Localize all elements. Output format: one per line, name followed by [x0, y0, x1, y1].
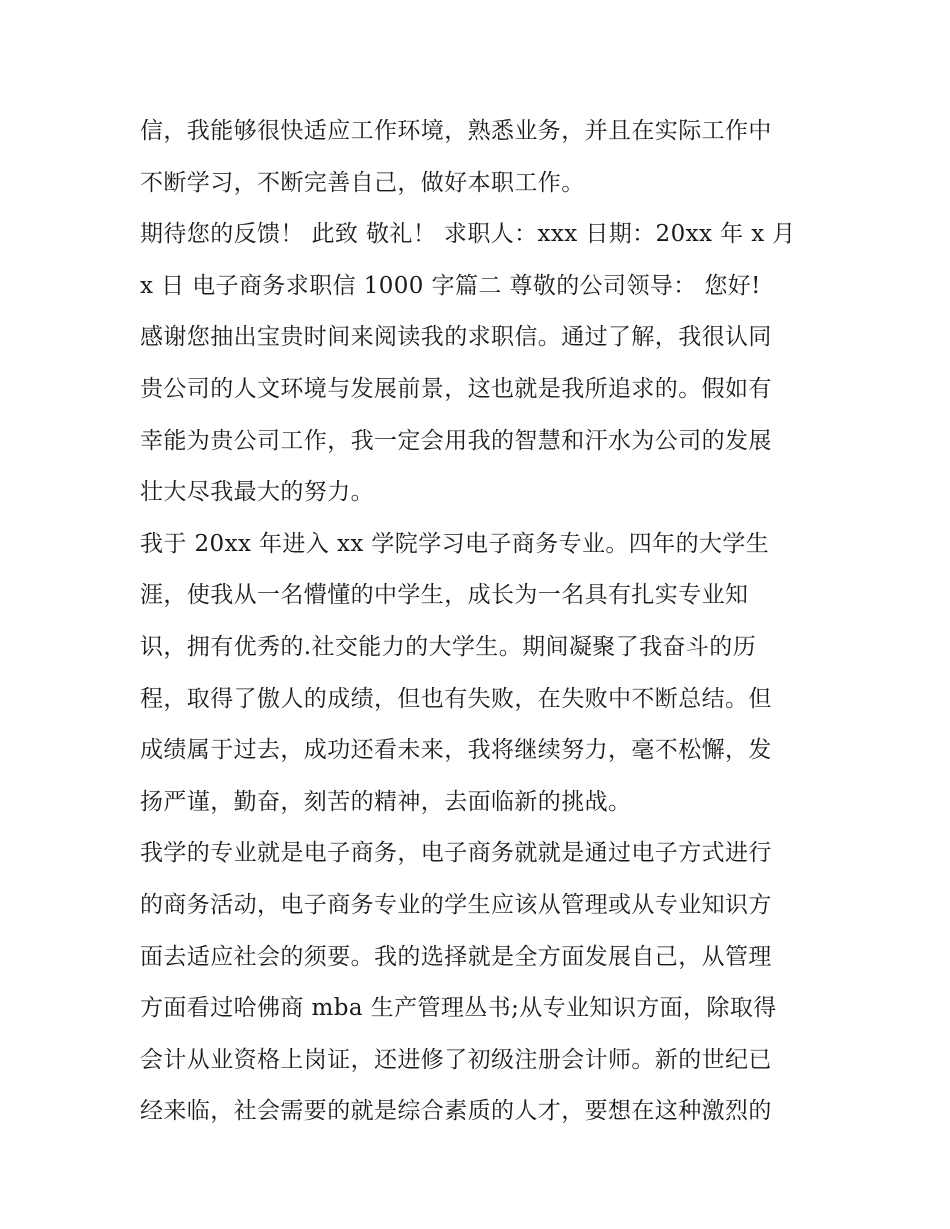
text-line: 我学的专业就是电子商务，电子商务就就是通过电子方式进行 — [140, 840, 772, 867]
text-line: 识，拥有优秀的.社交能力的大学生。期间凝聚了我奋斗的历 — [140, 633, 757, 660]
letter-body — [140, 106, 820, 1138]
text-line: 会计从业资格上岗证，还进修了初级注册会计师。新的世纪已 — [140, 1046, 772, 1073]
text-line: 经来临，社会需要的就是综合素质的人才，要想在这种激烈的 — [140, 1098, 772, 1125]
text-line: 涯，使我从一名懵懂的中学生，成长为一名具有扎实专业知 — [140, 582, 749, 609]
text-line: 成绩属于过去，成功还看未来，我将继续努力，毫不松懈，发 — [140, 737, 772, 764]
text-line: 方面看过哈佛商 mba 生产管理丛书;从专业知识方面，除取得 — [140, 995, 777, 1022]
text-line: 我于 20xx 年进入 xx 学院学习电子商务专业。四年的大学生 — [140, 530, 770, 557]
text-line: 扬严谨，勤奋，刻苦的精神，去面临新的挑战。 — [140, 788, 632, 815]
text-line: 壮大尽我最大的努力。 — [140, 479, 374, 506]
text-line: 信，我能够很快适应工作环境，熟悉业务，并且在实际工作中 — [140, 118, 772, 144]
text-line: 的商务活动，电子商务专业的学生应该从管理或从专业知识方 — [140, 891, 772, 918]
text-line: x 日 电子商务求职信 1000 字篇二 尊敬的公司领导： 您好! — [140, 272, 761, 299]
text-line: 感谢您抽出宝贵时间来阅读我的求职信。通过了解，我很认同 — [140, 324, 772, 351]
text-line: 幸能为贵公司工作，我一定会用我的智慧和汗水为公司的发展 — [140, 427, 772, 454]
text-line: 期待您的反馈！ 此致 敬礼！ 求职人：xxx 日期：20xx 年 x 月 — [140, 221, 796, 248]
text-line: 面去适应社会的须要。我的选择就是全方面发展自己，从管理 — [140, 943, 772, 970]
text-line: 程，取得了傲人的成绩，但也有失败，在失败中不断总结。但 — [140, 685, 772, 712]
text-line: 不断学习，不断完善自己，做好本职工作。 — [140, 169, 585, 196]
text-line: 贵公司的人文环境与发展前景，这也就是我所追求的。假如有 — [140, 375, 772, 402]
